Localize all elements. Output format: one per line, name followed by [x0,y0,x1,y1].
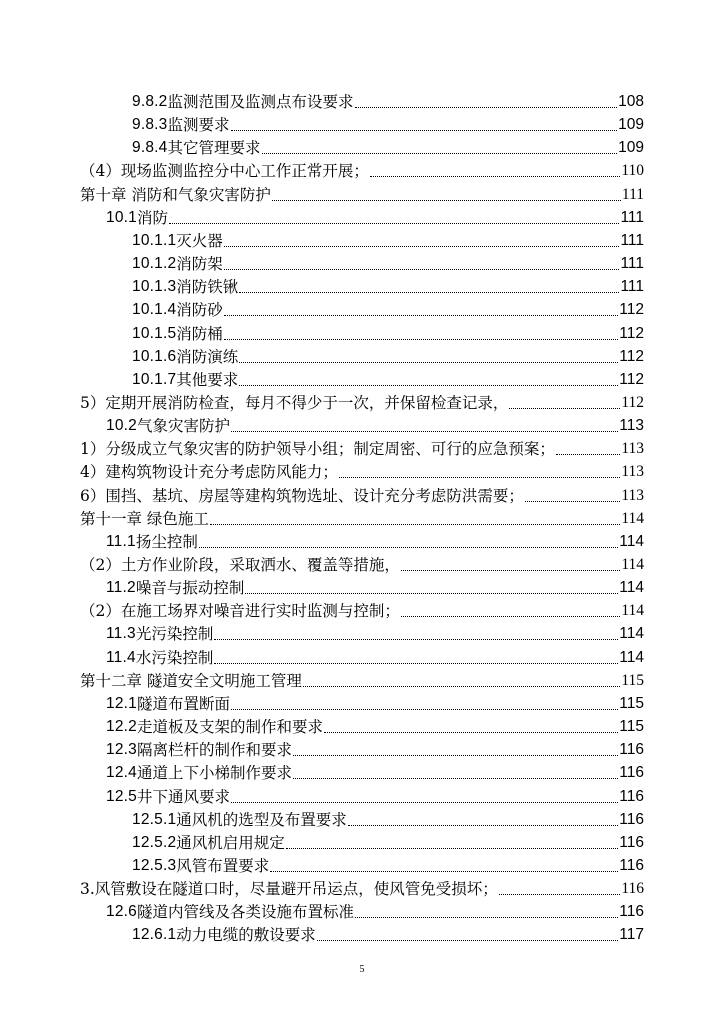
toc-entry-title: 隧道内管线及各类设施布置标准 [136,903,354,922]
toc-entry-page: 113 [621,440,644,458]
toc-entry-page: 113 [621,486,644,504]
toc-entry-title: 消防 [136,208,168,227]
toc-entry[interactable] [80,390,644,413]
toc-entry-leader [303,684,620,687]
toc-entry[interactable] [132,807,644,830]
toc-entry-page: 113 [621,463,644,481]
toc-entry[interactable] [106,784,644,807]
toc-entry-leader [224,267,620,270]
toc-entry-page: 116 [619,903,644,921]
toc-entry-title: 噪音与振动控制 [135,579,245,598]
toc-entry-page: 110 [621,162,644,180]
toc-entry-leader [214,637,618,640]
toc-entry-leader [224,244,620,247]
toc-entry-leader [239,383,618,386]
toc-entry-title: 监测要求 [167,116,230,135]
toc-entry-page: 116 [619,833,644,851]
toc-entry-page: 111 [620,255,644,273]
toc-entry-title: 通道上下小梯制作要求 [136,764,292,783]
toc-entry[interactable] [106,413,644,436]
toc-entry-title: 其他要求 [176,370,239,389]
toc-entry-page: 114 [619,648,644,666]
toc-entry-number: 10.1.7 [132,370,177,388]
toc-entry[interactable] [80,436,644,459]
toc-entry-page: 114 [621,602,644,620]
toc-entry-number: 9.8.3 [132,116,168,134]
toc-entry-page: 111 [620,231,644,249]
toc-entry-page: 112 [619,370,644,388]
toc-entry-leader [169,221,619,224]
toc-entry-page: 116 [619,764,644,782]
toc-entry-leader [355,915,618,918]
toc-entry-title: 消防架 [176,255,223,274]
toc-entry-page: 112 [619,301,644,319]
toc-entry-page: 112 [619,347,644,365]
toc-entry-leader [262,151,618,154]
toc-entry-page: 112 [621,393,644,411]
toc-entry-number: 12.1 [106,694,137,712]
toc-entry[interactable] [132,135,644,158]
toc-entry-leader [370,174,620,177]
toc-entry-title: 6）围挡、基坑、房屋等建构筑物选址、设计充分考虑防洪需要； [80,486,524,505]
toc-entry[interactable] [132,274,644,297]
toc-entry-number: 12.2 [106,718,137,736]
toc-entry-number: 10.1.5 [132,324,177,342]
toc-entry-leader [214,661,618,664]
toc-entry-page: 116 [619,810,644,828]
toc-entry[interactable] [106,529,644,552]
toc-entry-leader [348,823,618,826]
toc-entry-number: 12.3 [106,741,137,759]
toc-entry-number: 11.2 [106,579,136,597]
toc-entry-leader [231,800,618,803]
toc-entry-leader [355,105,618,108]
toc-entry[interactable] [80,182,644,205]
toc-entry-leader [270,869,618,872]
toc-entry-leader [401,568,620,571]
toc-entry[interactable] [106,760,644,783]
toc-entry-leader [272,198,621,201]
toc-entry-leader [239,290,619,293]
toc-entry-page: 111 [621,185,644,203]
toc-entry[interactable] [132,112,644,135]
toc-entry-number: 9.8.2 [132,93,168,110]
toc-entry-page: 116 [619,856,644,874]
toc-entry[interactable] [132,853,644,876]
toc-entry-title: 扬尘控制 [135,532,198,551]
toc-entry-page: 114 [619,625,644,643]
toc-entry-title: 水污染控制 [135,648,214,667]
toc-entry-title: 第十一章 绿色施工 [80,509,209,528]
toc-entry-leader [199,545,618,548]
toc-entry-title: （4）现场监测监控分中心工作正常开展； [80,162,369,181]
toc-entry[interactable] [80,668,644,691]
toc-entry-page: 112 [619,324,644,342]
toc-entry-title: 消防演练 [176,347,239,366]
toc-entry-leader [293,776,618,779]
toc-entry-title: 第十章 消防和气象灾害防护 [80,185,271,204]
toc-entry[interactable] [106,899,644,922]
toc-entry-title: 监测范围及监测点布设要求 [167,93,354,111]
toc-entry-number: 11.1 [106,532,136,550]
toc-entry-title: 消防铁锹 [176,278,239,297]
toc-entry[interactable] [106,691,644,714]
toc-entry-page: 114 [621,556,644,573]
toc-entry-title: 井下通风要求 [136,787,230,806]
toc-entry-title: （2）在施工场界对噪音进行实时监测与控制； [80,602,400,621]
toc-entry-number: 10.1.1 [132,231,177,249]
toc-entry[interactable] [106,714,644,737]
toc-entry[interactable] [132,89,644,112]
toc-entry-number: 12.6.1 [132,926,177,944]
toc-entry-title: 走道板及支架的制作和要求 [136,718,323,737]
toc-entry[interactable] [80,483,644,506]
toc-entry[interactable] [80,876,644,899]
toc-entry-leader [324,730,618,733]
toc-entry[interactable] [132,344,644,367]
toc-entry-title: 灭火器 [176,231,223,250]
toc-entry-page: 108 [618,93,644,110]
toc-entry-leader [224,337,618,340]
toc-entry-page: 115 [621,671,644,689]
toc-entry[interactable] [132,922,644,945]
toc-entry-page: 115 [619,694,644,712]
toc-entry-title: 光污染控制 [135,625,214,644]
toc-entry[interactable] [106,737,644,760]
toc-entry-number: 12.5 [106,787,137,805]
toc-entry[interactable] [106,621,644,644]
toc-entry-number: 12.4 [106,764,137,782]
toc-entry-leader [509,406,620,409]
toc-entry-title: 消防砂 [176,301,223,320]
toc-entry[interactable] [80,552,644,575]
toc-entry-page: 116 [619,787,644,805]
toc-entry-leader [245,591,618,594]
toc-entry-leader [210,522,620,525]
toc-entry-leader [239,360,618,363]
toc-entry[interactable] [106,575,644,598]
toc-entry-title: 4）建构筑物设计充分考虑防风能力； [80,463,338,482]
toc-entry-number: 12.5.1 [132,810,177,828]
toc-entry-page: 115 [619,718,644,736]
toc-entry-page: 114 [621,509,644,527]
toc-entry[interactable] [132,228,644,251]
toc-entry-number: 12.6 [106,903,137,921]
toc-entry-title: 动力电缆的敷设要求 [176,926,316,945]
toc-entry[interactable] [106,205,644,228]
toc-entry-page: 114 [619,532,644,550]
toc-entry-number: 11.3 [106,625,136,643]
toc-entry-title: 隧道布置断面 [136,694,230,713]
toc-entry-page: 109 [618,139,644,157]
toc-entry-number: 10.2 [106,417,137,435]
toc-entry-number: 11.4 [106,648,136,666]
toc-entry-leader [556,452,620,455]
toc-entry-title: 隔离栏杆的制作和要求 [136,741,292,760]
toc-entry-title: 1）分级成立气象灾害的防护领导小组；制定周密、可行的应急预案； [80,440,555,459]
toc-entry-title: 气象灾害防护 [136,417,230,436]
toc-entry-page: 114 [619,579,644,597]
toc-entry-title: 通风机的选型及布置要求 [176,810,347,829]
toc-entry-number: 12.5.2 [132,833,177,851]
toc-entry[interactable] [132,830,644,853]
toc-entry[interactable] [132,367,644,390]
toc-entry-number: 10.1.3 [132,278,177,296]
toc-entry-title: 5）定期开展消防检查，每月不得少于一次，并保留检查记录， [80,393,509,412]
toc-entry-title: 第十二章 隧道安全文明施工管理 [80,671,302,690]
toc-entry-number: 9.8.4 [132,139,168,157]
page-footer-number: 5 [359,964,365,975]
toc-entry-leader [224,313,618,316]
toc-entry[interactable] [132,251,644,274]
toc-entry-page: 111 [620,208,644,226]
toc-entry-page: 116 [621,880,644,898]
toc-entry-number: 12.5.3 [132,856,177,874]
toc-entry-leader [339,475,620,478]
toc-entry-number: 10.1.4 [132,301,177,319]
toc-entry-page: 117 [619,926,644,944]
toc-entry-title: （2）土方作业阶段，采取洒水、覆盖等措施， [80,556,400,574]
toc-entry-title: 消防桶 [176,324,223,343]
toc-entry-title: 3.风管敷设在隧道口时，尽量避开吊运点，使风管免受损坏； [80,880,498,899]
toc-entry-page: 116 [619,741,644,759]
toc-entry-page: 109 [618,116,644,134]
toc-entry-leader [231,128,618,131]
toc-entry-leader [317,938,618,941]
toc-entry-title: 风管布置要求 [176,856,270,875]
toc-entry-number: 10.1.6 [132,347,177,365]
toc-entry-page: 111 [620,278,644,296]
toc-entry-title: 其它管理要求 [167,139,261,158]
toc-entry[interactable] [80,158,644,181]
toc-entry-leader [293,753,618,756]
toc-entry-number: 10.1 [106,208,137,226]
toc-entry-leader [499,892,621,895]
toc-entry-leader [401,614,620,617]
toc-entry-leader [525,499,620,502]
toc-entry[interactable] [80,598,644,621]
toc-entry-leader [231,707,618,710]
toc-entry-number: 10.1.2 [132,255,177,273]
toc-entry-title: 通风机启用规定 [176,833,285,852]
toc-entry[interactable] [106,645,644,668]
toc-entry[interactable] [132,321,644,344]
toc-entry[interactable] [80,459,644,482]
toc-entry-leader [286,846,618,849]
toc-entry[interactable] [132,297,644,320]
toc-entry[interactable] [80,506,644,529]
toc-entry-page: 113 [619,417,644,435]
toc-entry-leader [231,429,618,432]
